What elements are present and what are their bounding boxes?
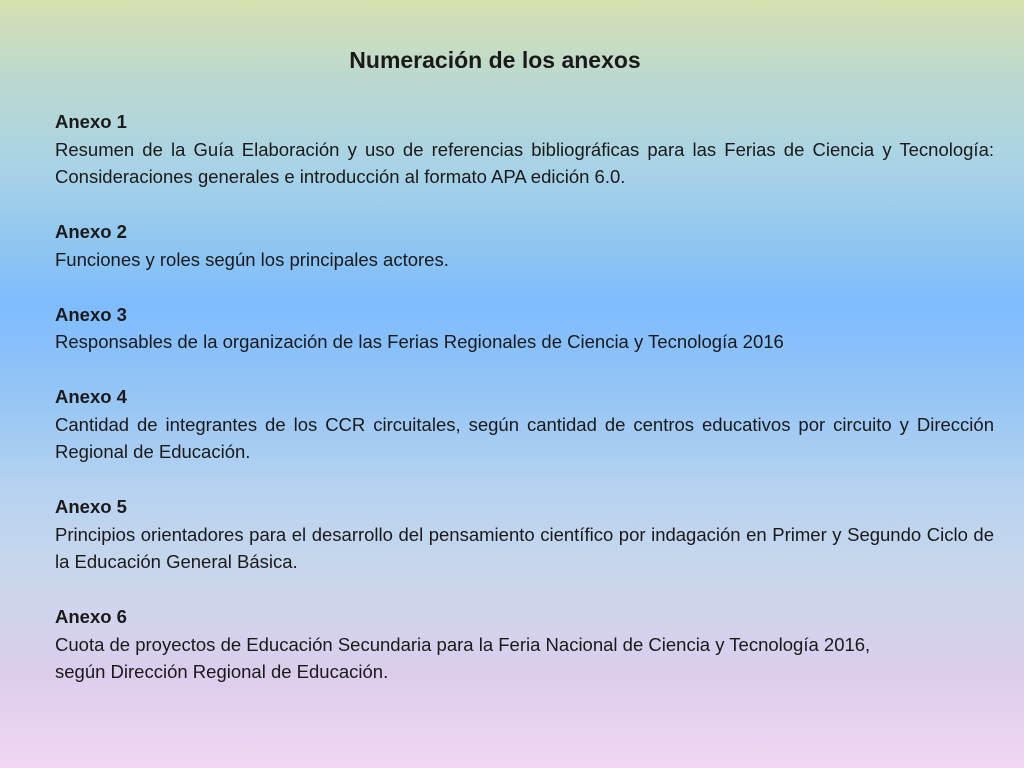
annex-item-4: [55, 383, 994, 466]
annex-description: Cantidad de integrantes de los CCR circuitales, según cantidad de centros educativos por circuito y Dirección Regional de Educación.: [55, 413, 994, 462]
annex-description-line-1: Cuota de proyectos de Educación Secundaria para la Feria Nacional de Ciencia y Tecnología 2016,: [55, 633, 871, 655]
annex-title: Anexo 6: [55, 606, 127, 627]
annex-description-line-2: según Dirección Regional de Educación.: [55, 661, 389, 682]
annex-title: Anexo 3: [55, 303, 127, 325]
annex-description: Funciones y roles según los principales actores.: [55, 248, 449, 270]
annex-item-5: [55, 493, 994, 576]
annex-list: [55, 108, 994, 713]
annex-description: Resumen de la Guía Elaboración y uso de referencias bibliográficas para las Ferias de Ciencia y Tecnología: Consideraciones generales e introducción al formato APA edición 6.0.: [55, 138, 994, 187]
annex-title: Anexo 1: [55, 111, 127, 132]
annex-item-2: [55, 218, 994, 273]
annex-description: Responsables de la organización de las Ferias Regionales de Ciencia y Tecnología 2016: [55, 331, 784, 352]
annex-item-1: [55, 108, 994, 191]
annex-title: Anexo 4: [55, 386, 127, 407]
annex-item-3: [55, 301, 994, 356]
annex-title: Anexo 2: [55, 221, 127, 242]
slide-title: Numeración de los anexos: [349, 47, 641, 73]
annex-item-6: [55, 603, 994, 686]
annex-description: Principios orientadores para el desarrollo del pensamiento científico por indagación en Primer y Segundo Ciclo de la Educación General Básica.: [55, 523, 994, 572]
annex-title: Anexo 5: [55, 496, 127, 517]
